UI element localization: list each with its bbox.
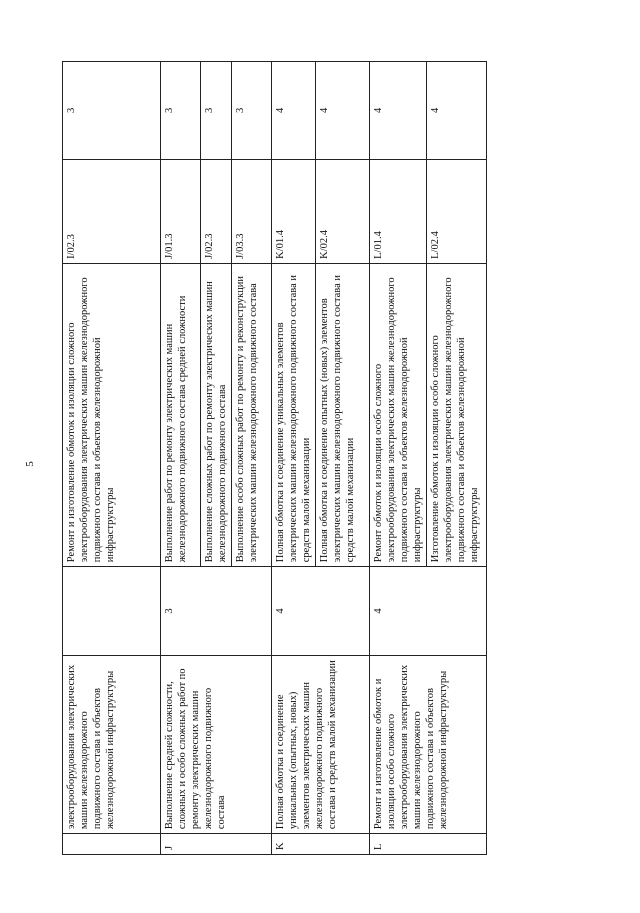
table-row (272, 62, 316, 855)
labor-function-name: Выполнение работ по ремонту электрических машин железнодорожного подвижного состава средней сложности (161, 263, 201, 566)
generalized-function-code: L (370, 834, 487, 855)
generalized-function-name: Выполнение средней сложности, сложных и особо сложных работ по ремонту электрических машин железнодорожного подвижного состава (161, 655, 272, 833)
labor-function-code: L/01.4 (370, 159, 427, 263)
functions-table (62, 61, 487, 855)
labor-function-code: L/02.4 (427, 159, 487, 263)
generalized-function-code: J (161, 834, 272, 855)
labor-function-code: K/02.4 (316, 159, 370, 263)
generalized-function-code (63, 834, 161, 855)
labor-function-name: Полная обмотка и соединение опытных (новых) элементов электрических машин железнодорожного подвижного состава и средств малой механизации (316, 263, 370, 566)
labor-function-name: Выполнение особо сложных работ по ремонту и реконструкции электрических машин железнодорожного подвижного состава (232, 263, 272, 566)
qualification-level: 4 (370, 567, 487, 656)
labor-function-name: Полная обмотка и соединение уникальных элементов электрических машин железнодорожного подвижного состава и средств малой механизации (272, 263, 316, 566)
generalized-function-name: Полная обмотка и соединение уникальных (опытных, новых) элементов электрических машин железнодорожного подвижного состава и средств малой механизации (272, 655, 370, 833)
labor-function-code: J/01.3 (161, 159, 201, 263)
labor-function-sublevel: 4 (316, 62, 370, 160)
qualification-level: 4 (272, 567, 370, 656)
table-row (161, 62, 201, 855)
table-row (63, 62, 161, 855)
labor-function-code: I/02.3 (63, 159, 161, 263)
labor-function-name: Ремонт и изготовление обмоток и изоляции сложного электрооборудования электрических машин железнодорожного подвижного состава и объектов железнодорожной инфраструктуры (63, 263, 161, 566)
qualification-level (63, 567, 161, 656)
labor-function-sublevel: 3 (232, 62, 272, 160)
labor-function-code: J/03.3 (232, 159, 272, 263)
labor-function-name: Выполнение сложных работ по ремонту электрических машин железнодорожного подвижного состава (201, 263, 232, 566)
labor-function-code: K/01.4 (272, 159, 316, 263)
labor-function-sublevel: 3 (63, 62, 161, 160)
rotated-table-container (62, 61, 480, 855)
labor-function-sublevel: 3 (161, 62, 201, 160)
labor-function-name: Изготовление обмоток и изоляции особо сложного электрооборудования электрических машин железнодорожного подвижного состава и объектов железнодорожной инфраструктуры (427, 263, 487, 566)
labor-function-sublevel: 4 (427, 62, 487, 160)
labor-function-sublevel: 3 (201, 62, 232, 160)
table-row (370, 62, 427, 855)
generalized-function-name: электрооборудования электрических машин железнодорожного подвижного состава и объектов железнодорожной инфраструктуры (63, 655, 161, 833)
labor-function-code: J/02.3 (201, 159, 232, 263)
labor-function-sublevel: 4 (272, 62, 316, 160)
page-number: 5 (23, 461, 36, 467)
qualification-level: 3 (161, 567, 272, 656)
labor-function-name: Ремонт обмоток и изоляции особо сложного электрооборудования электрических машин железнодорожного подвижного состава и объектов железнодорожной инфраструктуры (370, 263, 427, 566)
generalized-function-name: Ремонт и изготовление обмоток и изоляции особо сложного электрооборудования электрических машин железнодорожного подвижного состава и объектов железнодорожной инфраструктуры (370, 655, 487, 833)
labor-function-sublevel: 4 (370, 62, 427, 160)
generalized-function-code: K (272, 834, 370, 855)
